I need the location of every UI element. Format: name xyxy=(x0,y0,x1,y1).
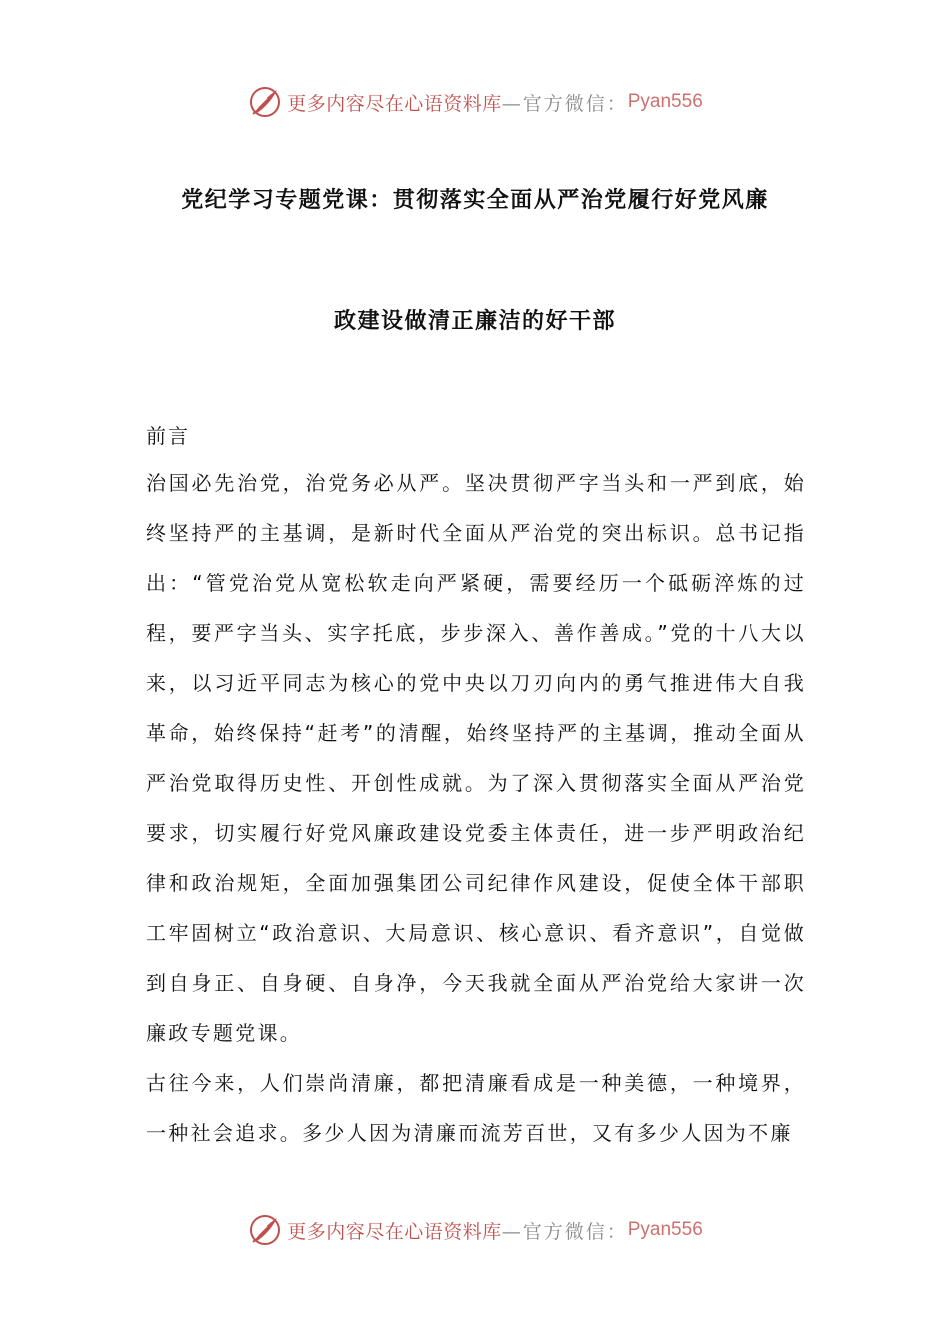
banner-wechat-id: Pyan556 xyxy=(627,1219,703,1240)
body-paragraph: 古往今来，人们崇尚清廉，都把清廉看成是一种美德，一种境界，一种社会追求。多少人因为清廉而流芳百世，又有多少人因为不廉 xyxy=(146,1071,806,1145)
document-title-line-2: 政建设做清正廉洁的好干部 xyxy=(333,309,616,334)
footer-banner xyxy=(0,1210,950,1250)
quill-logo-icon xyxy=(247,1212,283,1248)
banner-wechat-id: Pyan556 xyxy=(627,91,703,112)
preface-heading: 前言 xyxy=(146,424,190,448)
banner-brand-text: 更多内容尽在心语资料库 xyxy=(287,1220,502,1243)
body-paragraph: 治国必先治党，治党务必从严。坚决贯彻严字当头和一严到底，始终坚持严的主基调，是新时代全面从严治党的突出标识。总书记指出：“管党治党从宽松软走向严紧硬，需要经历一个砥砺淬炼的过程，要严字当头、实字托底，步步深入、善作善成。”党的十八大以来，以习近平同志为核心的党中央以刀刃向内的勇气推进伟大自我革命，始终保持“赶考”的清醒，始终坚持严的主基调，推动全面从严治党取得历史性、开创性成就。为了深入贯彻落实全面从严治党要求，切实履行好党风廉政建设党委主体责任，进一步严明政治纪律和政治规矩，全面加强集团公司纪律作风建设，促使全体干部职工牢固树立“政治意识、大局意识、核心意识、看齐意识”，自觉做到自身正、自身硬、自身净，今天我就全面从严治党给大家讲一次廉政专题党课。 xyxy=(146,471,806,1045)
document-title-line-1: 党纪学习专题党课：贯彻落实全面从严治党履行好党风廉 xyxy=(181,188,769,213)
header-banner xyxy=(0,82,950,122)
banner-official-text: —官方微信： xyxy=(501,92,628,115)
banner-official-text: —官方微信： xyxy=(501,1220,628,1243)
document-body xyxy=(146,458,806,1158)
quill-logo-icon xyxy=(247,84,283,120)
banner-brand-text: 更多内容尽在心语资料库 xyxy=(287,92,502,115)
